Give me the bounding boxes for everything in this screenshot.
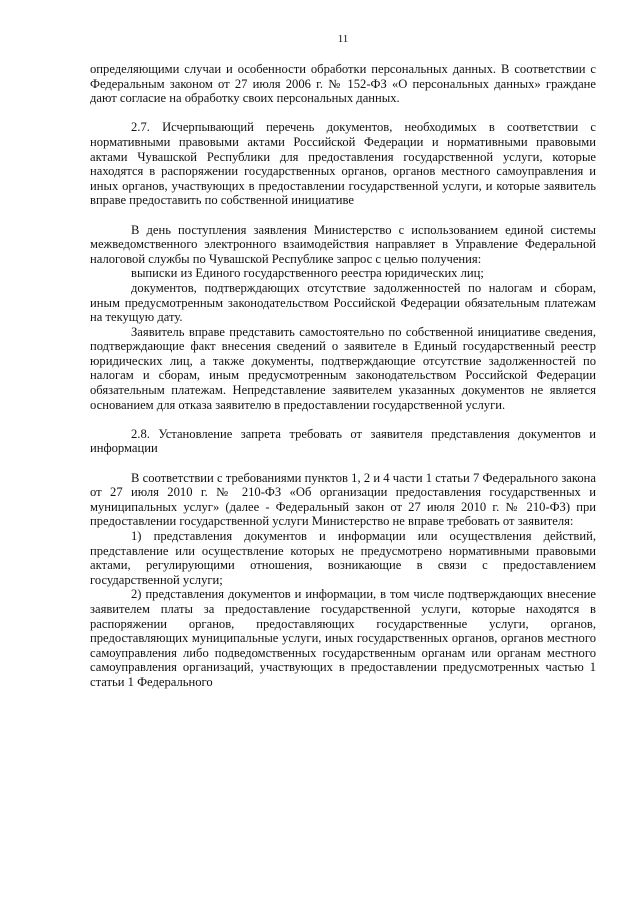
paragraph-prohibition-intro: В соответствии с требованиями пунктов 1, 2 и 4 части 1 статьи 7 Федерального закона от 27 июля 2010 г. № 210-ФЗ «Об организации предоставления государственных и муниципальных услуг» (далее - Федеральный закон от 27 июля 2010 г. № 210-ФЗ) при предоставлении государственной услуги Министерство не вправе требовать от заявителя:: [90, 470, 596, 529]
paragraph-interagency-request: В день поступления заявления Министерство с использованием единой системы межведомственного электронного взаимодействия направляет в Управление Федеральной налоговой службы по Чувашской Республике запрос с целью получения:: [90, 222, 596, 266]
paragraph-intro-continuation: определяющими случаи и особенности обработки персональных данных. В соответствии с Федеральным законом от 27 июля 2006 г. № 152-ФЗ «О персональных данных» граждане дают согласие на обработку своих персональных данных.: [90, 62, 596, 106]
paragraph-applicant-initiative: Заявитель вправе представить самостоятельно по собственной инициативе сведения, подтверждающие факт внесения сведений о заявителе в Единый государственный реестр юридических лиц, а также документы, подтверждающие отсутствие задолженностей по налогам и сборам, иным предусмотренным законодательством Российской Федерации обязательным платежам. Непредставление заявителем указанных документов не является основанием для отказа заявителю в предоставлении государственной услуги.: [90, 324, 596, 412]
document-page: [90, 32, 596, 690]
section-heading-2-7: 2.7. Исчерпывающий перечень документов, необходимых в соответствии с нормативными правовыми актами Российской Федерации и нормативными правовыми актами Чувашской Республики для предоставления государственной услуги, которые находятся в распоряжении государственных органов, органов местного самоуправления и иных органов, участвующих в предоставлении государственной услуги, и которые заявитель вправе предоставить по собственной инициативе: [90, 120, 596, 208]
section-heading-2-8: 2.8. Установление запрета требовать от заявителя представления документов и информации: [90, 426, 596, 456]
list-item-prohibition-2: 2) представления документов и информации, в том числе подтверждающих внесение заявителем платы за предоставление государственной услуги, которые находятся в распоряжении органов, предоставляющих государственные услуги, органов, предоставляющих муниципальные услуги, иных государственных органов, органов местного самоуправления либо подведомственных государственным органам или органам местного самоуправления организаций, участвующих в предоставлении предусмотренных частью 1 статьи 1 Федерального: [90, 587, 596, 689]
list-item-registry-extract: выписки из Единого государственного реестра юридических лиц;: [131, 266, 484, 281]
page-number: 11: [337, 33, 349, 45]
list-item-prohibition-1: 1) представления документов и информации или осуществления действий, представление или осуществление которых не предусмотрено нормативными правовыми актами, регулирующими отношения, возникающие в связи с предоставлением государственной услуги;: [90, 529, 596, 587]
list-item-no-debt-documents: документов, подтверждающих отсутствие задолженностей по налогам и сборам, иным предусмотренным законодательством Российской Федерации обязательным платежам на текущую дату.: [90, 280, 596, 325]
